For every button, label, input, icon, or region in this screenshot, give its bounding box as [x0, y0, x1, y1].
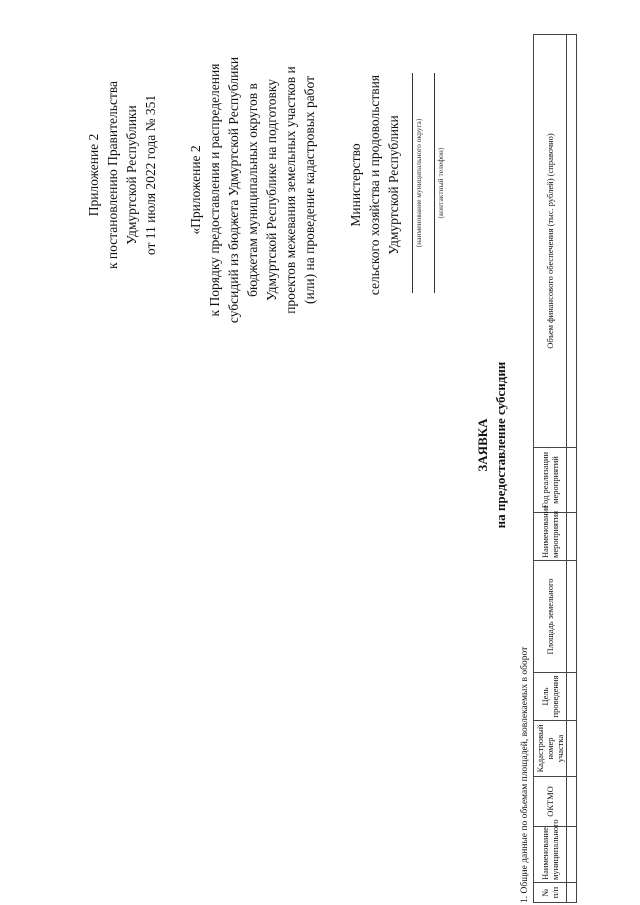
table-cell [567, 35, 577, 448]
order-text: бюджетам муниципальных округов в [245, 83, 260, 297]
table-cell [567, 827, 577, 883]
order-title: «Приложение 2 [188, 145, 203, 235]
header-num: № п/п [534, 883, 567, 903]
table-header-row [534, 35, 567, 903]
appendix-date: от 11 июля 2022 года № 351 [143, 94, 158, 256]
title-main: ЗАЯВКА [475, 418, 490, 472]
table-cell [567, 777, 577, 827]
table-cell [567, 721, 577, 777]
header-cadastral: Кадастровый номер участка [534, 721, 567, 777]
title-sub: на предоставление субсидии [493, 361, 508, 529]
appendix-title: Приложение 2 [86, 133, 101, 217]
document-title [474, 285, 510, 605]
header-area: Площадь земельного [534, 561, 567, 673]
appendix-text: к постановлению Правительства [105, 80, 120, 270]
order-text: Удмуртской Республике на подготовку [264, 79, 279, 301]
table-cell [567, 883, 577, 903]
ministry-addressee [346, 65, 403, 305]
header-year: Год реализации мероприятий [534, 448, 567, 513]
order-text: субсидий из бюджета Удмуртской Республики [226, 56, 241, 324]
ministry-line: Министерство [348, 143, 363, 227]
table-cell [567, 448, 577, 513]
section-caption: 1. Общие данные по объемам площадей, вовлекаемых в оборот [520, 646, 530, 903]
header-finance: Объем финансового обеспечения (тыс. рублей) (справочно) [534, 35, 567, 448]
data-table [533, 34, 577, 903]
header-oktmo: ОКТМО [534, 777, 567, 827]
ministry-line: Удмуртской Республики [386, 115, 401, 255]
order-text: к Порядку предоставления и распределения [207, 63, 222, 317]
table-cell [567, 561, 577, 673]
header-event-name: Наименование мероприятия [534, 513, 567, 561]
municipal-name-line [412, 73, 413, 293]
table-cell [567, 513, 577, 561]
municipal-name-caption: (наименование муниципального округа) [414, 118, 423, 248]
ministry-line: сельского хозяйства и продовольствия [367, 74, 382, 296]
appendix-header [84, 45, 160, 305]
table-number-row [567, 35, 577, 903]
table-cell [567, 673, 577, 721]
order-text: проектов межевания земельных участков и [283, 66, 298, 314]
contact-phone-line [434, 73, 435, 293]
contact-phone-caption: (контактный телефон) [436, 147, 445, 219]
order-header [186, 20, 319, 360]
order-text: (или) на проведение кадастровых работ [302, 75, 317, 305]
header-municipal: Наименование муниципального [534, 827, 567, 883]
appendix-text: Удмуртской Республики [124, 105, 139, 245]
header-purpose: Цель проведения [534, 673, 567, 721]
